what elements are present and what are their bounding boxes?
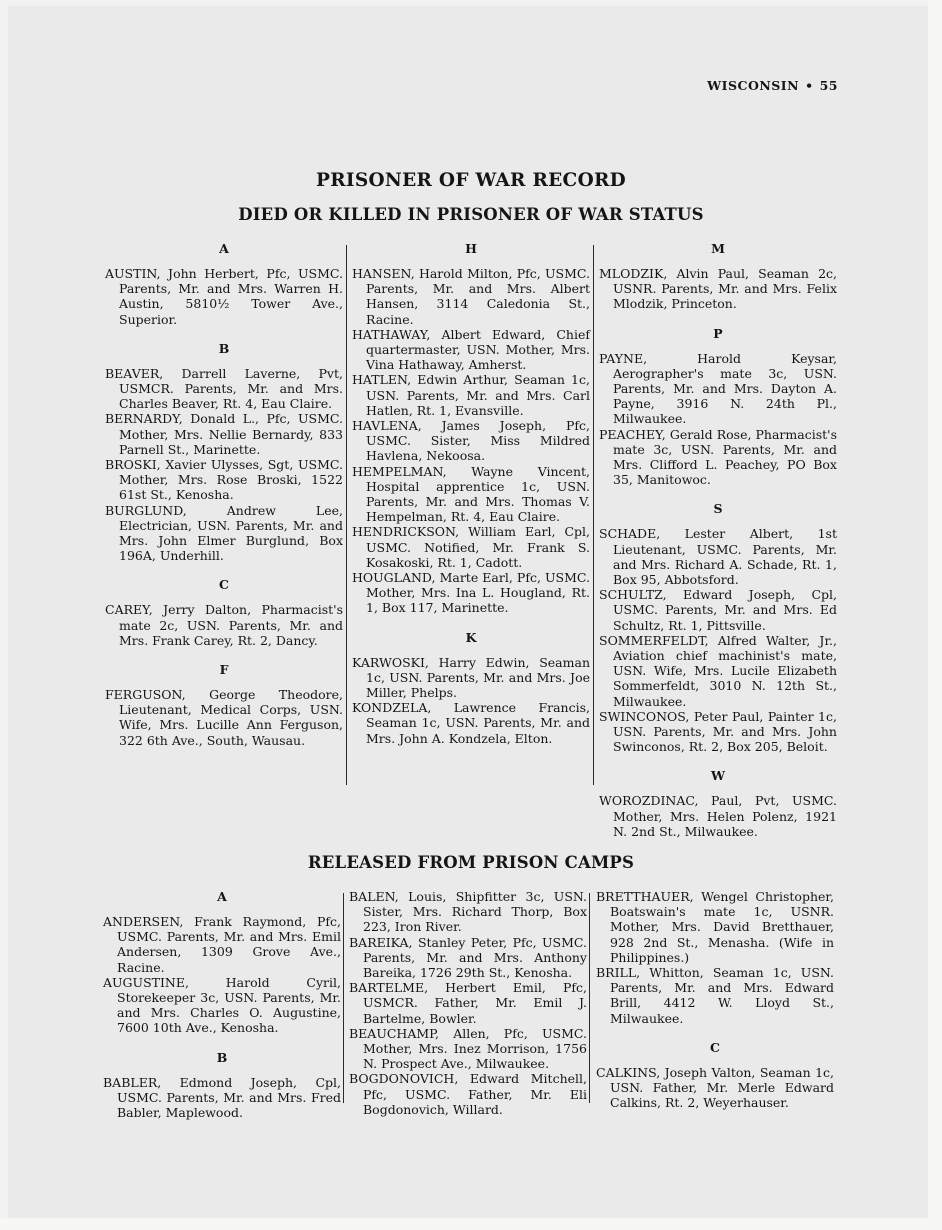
died-column-3 [599,241,837,839]
section-letter: P [713,325,723,341]
section-letter: S [713,501,723,517]
record-entry: BALEN, Louis, Shipfitter 3c, USN. Sister, Mrs. Richard Thorp, Box 223, Iron River. [349,889,587,935]
record-entry: BURGLUND, Andrew Lee, Electrician, USN. Parents, Mr. and Mrs. John Elmer Burglund, Box 196A, Underhill. [105,502,343,564]
record-entry: BRILL, Whitton, Seaman 1c, USN. Parents, Mr. and Mrs. Edward Brill, 4412 W. Lloyd St., Milwaukee. [596,965,834,1026]
record-entry: BAREIKA, Stanley Peter, Pfc, USMC. Parents, Mr. and Mrs. Anthony Bareika, 1726 29th St., Kenosha. [349,934,587,981]
running-head [707,78,838,93]
section-letter: K [465,629,477,645]
running-head-state: WISCONSIN [707,78,800,93]
section-letter: H [465,241,477,256]
died-column-2 [352,241,590,746]
record-entry: HENDRICKSON, William Earl, Cpl, USMC. Notified, Mr. Frank S. Kosakoski, Rt. 1, Cadott. [352,524,590,570]
record-entry: MLODZIK, Alvin Paul, Seaman 2c, USNR. Parents, Mr. and Mrs. Felix Mlodzik, Princeton. [599,266,837,312]
released-column-3 [596,889,834,1110]
section-letter: F [219,662,229,678]
section-letter: B [218,340,230,356]
section-title-released: RELEASED FROM PRISON CAMPS [307,853,635,872]
column-rule [593,245,594,785]
record-entry: PAYNE, Harold Keysar, Aerographer's mate 3c, USN. Parents, Mr. and Mrs. Dayton A. Payne, 3916 N. 24th Pl., Milwaukee. [599,350,837,427]
record-entry: CAREY, Jerry Dalton, Pharmacist's mate 2c, USN. Parents, Mr. and Mrs. Frank Carey, Rt. 2, Dancy. [105,602,343,648]
record-entry: HOUGLAND, Marte Earl, Pfc, USMC. Mother, Mrs. Ina L. Hougland, Rt. 1, Box 117, Marinette. [352,570,590,616]
record-entry: SCHADE, Lester Albert, 1st Lieutenant, USMC. Parents, Mr. and Mrs. Richard A. Schade, Rt. 1, Box 95, Abbotsford. [599,526,837,588]
record-entry: BABLER, Edmond Joseph, Cpl, USMC. Parents, Mr. and Mrs. Fred Babler, Maplewood. [103,1074,341,1121]
section-title-died: DIED OR KILLED IN PRISONER OF WAR STATUS [238,205,704,224]
record-entry: AUGUSTINE, Harold Cyril, Storekeeper 3c, USN. Parents, Mr. and Mrs. Charles O. Augustine, 7600 10th Ave., Kenosha. [103,974,341,1036]
record-entry: HAVLENA, James Joseph, Pfc, USMC. Sister, Miss Mildred Havlena, Nekoosa. [352,418,590,464]
section-letter: A [219,241,229,256]
section-letter: W [710,768,726,784]
running-head-bullet: • [805,78,814,93]
released-column-2 [349,889,587,1117]
died-column-1 [105,241,343,748]
section-letter: C [219,577,229,593]
scan-margin-bottom [0,1218,942,1230]
record-entry: FERGUSON, George Theodore, Lieutenant, Medical Corps, USN. Wife, Mrs. Lucille Ann Ferguson, 322 6th Ave., South, Wausau. [105,687,343,748]
section-letter: M [711,241,725,256]
section-letter: C [710,1039,720,1055]
record-entry: AUSTIN, John Herbert, Pfc, USMC. Parents, Mr. and Mrs. Warren H. Austin, 5810½ Tower Ave., Superior. [105,266,343,327]
record-entry: BEAUCHAMP, Allen, Pfc, USMC. Mother, Mrs. Inez Morrison, 1756 N. Prospect Ave., Milwaukee. [349,1025,587,1072]
record-entry: CALKINS, Joseph Valton, Seaman 1c, USN. Father, Mr. Merle Edward Calkins, Rt. 2, Weyerhauser. [596,1064,834,1111]
record-entry: HATLEN, Edwin Arthur, Seaman 1c, USN. Parents, Mr. and Mrs. Carl Hatlen, Rt. 1, Evansville. [352,372,590,418]
record-entry: HATHAWAY, Albert Edward, Chief quartermaster, USN. Mother, Mrs. Vina Hathaway, Amherst. [352,326,590,373]
column-rule [343,893,344,1103]
record-entry: KONDZELA, Lawrence Francis, Seaman 1c, USN. Parents, Mr. and Mrs. John A. Kondzela, Elton. [352,700,590,746]
page-title: PRISONER OF WAR RECORD [315,170,627,191]
record-entry: PEACHEY, Gerald Rose, Pharmacist's mate 3c, USN. Parents, Mr. and Mrs. Clifford L. Peachey, PO Box 35, Manitowoc. [599,426,837,488]
page-number: 55 [819,78,838,93]
record-entry: BROSKI, Xavier Ulysses, Sgt, USMC. Mother, Mrs. Rose Broski, 1522 61st St., Kenosha. [105,457,343,503]
record-entry: BOGDONOVICH, Edward Mitchell, Pfc, USMC. Father, Mr. Eli Bogdonovich, Willard. [349,1071,587,1117]
record-entry: HANSEN, Harold Milton, Pfc, USMC. Parents, Mr. and Mrs. Albert Hansen, 3114 Caledonia St., Racine. [352,266,590,327]
record-entry: BARTELME, Herbert Emil, Pfc, USMCR. Father, Mr. Emil J. Bartelme, Bowler. [349,980,587,1026]
record-entry: ANDERSEN, Frank Raymond, Pfc, USMC. Parents, Mr. and Mrs. Emil Andersen, 1309 Grove Ave., Racine. [103,914,341,975]
record-entry: BRETTHAUER, Wengel Christopher, Boatswain's mate 1c, USNR. Mother, Mrs. David Bretthauer, 928 2nd St., Menasha. (Wife in Philippines.) [596,889,834,965]
section-letter: A [217,889,227,904]
record-entry: BERNARDY, Donald L., Pfc, USMC. Mother, Mrs. Nellie Bernardy, 833 Parnell St., Marinette. [105,411,343,457]
record-entry: HEMPELMAN, Wayne Vincent, Hospital apprentice 1c, USN. Parents, Mr. and Mrs. Thomas V. Hempelman, Rt. 4, Eau Claire. [352,463,590,525]
record-entry: SCHULTZ, Edward Joseph, Cpl, USMC. Parents, Mr. and Mrs. Ed Schultz, Rt. 1, Pittsville. [599,587,837,633]
column-rule [346,245,347,785]
record-entry: WOROZDINAC, Paul, Pvt, USMC. Mother, Mrs. Helen Polenz, 1921 N. 2nd St., Milwaukee. [599,793,837,839]
section-letter: B [216,1049,228,1065]
released-column-1 [103,889,341,1120]
record-entry: KARWOSKI, Harry Edwin, Seaman 1c, USN. Parents, Mr. and Mrs. Joe Miller, Phelps. [352,654,590,701]
record-entry: SWINCONOS, Peter Paul, Painter 1c, USN. Parents, Mr. and Mrs. John Swinconos, Rt. 2, Box 205, Beloit. [599,708,837,755]
column-rule [589,893,590,1103]
record-entry: SOMMERFELDT, Alfred Walter, Jr., Aviation chief machinist's mate, USN. Wife, Mrs. Lucile Elizabeth Sommerfeldt, 3010 N. 12th St., Milwaukee. [599,632,837,709]
record-entry: BEAVER, Darrell Laverne, Pvt, USMCR. Parents, Mr. and Mrs. Charles Beaver, Rt. 4, Eau Claire. [105,365,343,412]
